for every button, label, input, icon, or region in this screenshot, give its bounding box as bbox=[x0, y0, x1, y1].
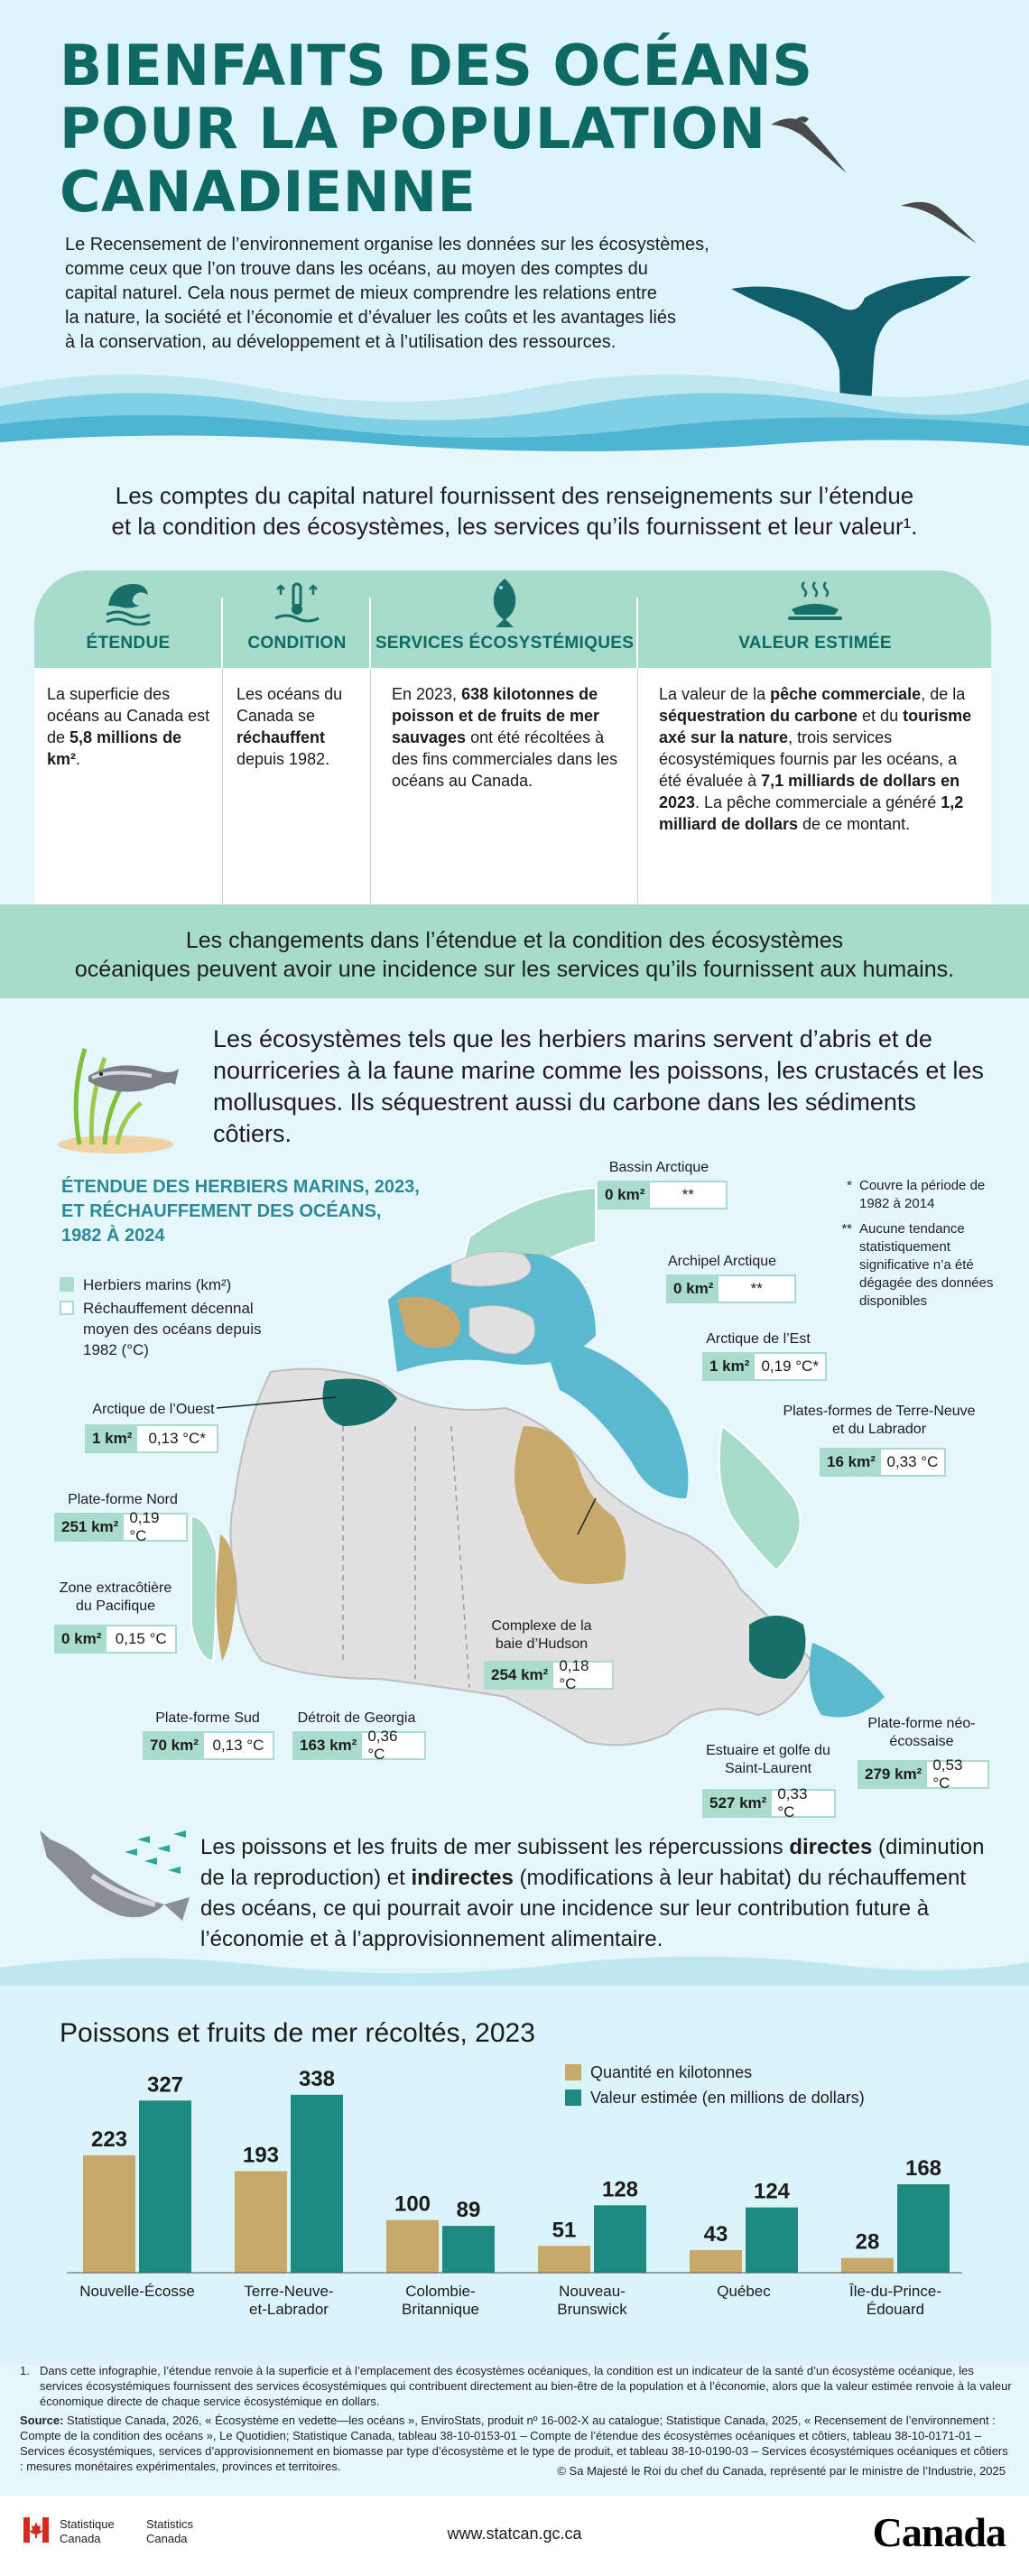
bar-value-label: 89 bbox=[456, 2198, 481, 2223]
region-value-box: 163 km² 0,36 °C bbox=[292, 1731, 426, 1760]
footnote-item: 1. Dans cette infographie, l’étendue renvoie à la superficie et à l’emplacement des écosystèmes océaniques, la condition est un indicateur de la santé d’un écosystème océanique, les services écosystémiques fournissent des services écosystémiques qui contribuent directement au bien-être de la population et à l’économie, alors que la valeur estimée renvoie à la valeur économique directe de chaque service écosystémique en dollars. bbox=[20, 2364, 1012, 2408]
dish-icon bbox=[639, 570, 991, 634]
column-heading-services: SERVICES ÉCOSYSTÉMIQUES bbox=[375, 634, 635, 653]
region-label: Archipel Arctique bbox=[667, 1254, 777, 1269]
capital-accounts-table bbox=[34, 570, 991, 904]
bar-value-label: 51 bbox=[552, 2218, 577, 2243]
map-note: * Couvre la période de 1982 à 2014 bbox=[847, 1178, 986, 1211]
column-heading-value: VALEUR ESTIMÉE bbox=[738, 634, 892, 653]
region-label: Plates-formes de Terre-Neuve et du Labrador bbox=[783, 1404, 976, 1437]
bar bbox=[139, 2100, 191, 2273]
region-value-box: 279 km² 0,53 °C bbox=[858, 1760, 989, 1789]
column-text-condition: Les océans du Canada se réchauffent depuis 1982. bbox=[236, 685, 343, 768]
legend-swatch bbox=[60, 1277, 74, 1292]
agency-name-fr: Statistique Canada bbox=[60, 2517, 115, 2545]
column-text-value: La valeur de la pêche commerciale, de la séquestration du carbone et du tourisme axé sur la nature, trois services écosystémiques fournis par les océans, a été évaluée à 7,1 milliards de dollars en 2023. La pêche commerciale a généré 1,2 milliard de dollars de ce montant. bbox=[659, 685, 972, 833]
bar-value-label: 100 bbox=[394, 2191, 431, 2217]
map-notes bbox=[832, 1177, 1004, 1318]
bar-value-label: 338 bbox=[298, 2067, 336, 2091]
header bbox=[0, 0, 1029, 469]
bar bbox=[690, 2250, 742, 2273]
region-value-box: 16 km² 0,33 °C bbox=[820, 1448, 946, 1477]
bird-icon bbox=[769, 107, 850, 179]
legend-swatch bbox=[60, 1301, 74, 1315]
region-label: Zone extracôtière du Pacifique bbox=[59, 1580, 172, 1614]
region-label: Détroit de Georgia bbox=[297, 1710, 416, 1726]
region-value-box: 527 km² 0,33 °C bbox=[702, 1789, 836, 1818]
divider bbox=[222, 668, 223, 904]
region-label: Bassin Arctique bbox=[608, 1160, 709, 1175]
region-value-box: 1 km² 0,19 °C* bbox=[702, 1352, 827, 1381]
bar bbox=[83, 2155, 135, 2273]
canada-wordmark: Canada bbox=[872, 2509, 1006, 2555]
bar-value-label: 223 bbox=[90, 2127, 128, 2152]
source-note: Source: Statistique Canada, 2026, « Écosystème en vedette—les océans », EnviroStats, produit nº 16-002-X au catalogue; Statistique Canada, 2025, « Recensement de l’environnement : Compte de la condition des océans », Le Quotidien; Statistique Canada, tableau 38-10-0153-01 – Compte de l’étendue des écosystèmes océaniques et côtiers, tableau 38-10-0171-01 – Services écosystémiques, services d’approvisionnement en biomasse par type d’écosystème et le type de produit, et tableau 38-10-0190-03 – Services écosystémiques océaniques et côtiers : mesures monétaires expérimentales, provinces et territoires. bbox=[20, 2414, 1008, 2473]
capital-lead-text: Les comptes du capital naturel fournissent des renseignements sur l’étendue et la condition des écosystèmes, les services qu’ils fournissent et leur valeur¹. bbox=[111, 482, 918, 540]
copyright: © Sa Majesté le Roi du chef du Canada, représenté par le ministre de l’Industrie, 2025 bbox=[557, 2464, 1006, 2478]
wave-decoration bbox=[0, 1950, 1029, 1986]
region-value-box: 0 km² ** bbox=[598, 1181, 728, 1209]
region-label: Plate-forme néo-écossaise bbox=[867, 1716, 976, 1749]
chart-title: Poissons et fruits de mer récoltés, 2023 bbox=[60, 2018, 535, 2048]
heat-icon bbox=[224, 570, 370, 634]
bar-value-label: 43 bbox=[703, 2221, 728, 2247]
bar bbox=[235, 2171, 287, 2273]
column-heading-condition: CONDITION bbox=[247, 634, 347, 653]
impact-banner: Les changements dans l’étendue et la condition des écosystèmes océaniques peuvent avoir une incidence sur les services qu’ils fournissent aux humains. bbox=[0, 904, 1029, 998]
region-value-box: 0 km² 0,15 °C bbox=[54, 1625, 177, 1654]
legend-item: Herbiers marins (km²) bbox=[60, 1274, 330, 1295]
bar-value-label: 124 bbox=[753, 2179, 791, 2204]
column-text-extent: La superficie des océans au Canada est de 5,8 millions de km². bbox=[47, 685, 210, 768]
region-value-box: 1 km² 0,13 °C* bbox=[85, 1424, 218, 1453]
column-extent bbox=[34, 570, 222, 904]
region-value-box: 254 km² 0,18 °C bbox=[484, 1661, 614, 1690]
chart-legend-item: Quantité en kilotonnes bbox=[565, 2062, 865, 2083]
website-link[interactable]: www.statcan.gc.ca bbox=[447, 2525, 582, 2543]
wave-icon bbox=[34, 570, 222, 634]
bar-chart bbox=[0, 2067, 1029, 2356]
bar-value-label: 193 bbox=[242, 2143, 280, 2168]
column-ecosystem-services bbox=[372, 570, 637, 904]
bar-value-label: 128 bbox=[601, 2177, 639, 2202]
column-text-services: En 2023, 638 kilotonnes de poisson et de fruits de mer sauvages ont été récoltées à des fins commerciales dans les océans au Canada. bbox=[392, 685, 618, 790]
bird-icon bbox=[899, 195, 980, 249]
x-tick-label: Britannique bbox=[401, 2301, 480, 2318]
x-tick-label: Île-du-Prince- bbox=[848, 2283, 942, 2300]
bar bbox=[538, 2246, 590, 2273]
map-note: ** Aucune tendance statistiquement significative n’a été dégagée des données disponibles bbox=[841, 1221, 994, 1309]
page-title: BIENFAITS DES OCÉANS POUR LA POPULATION CANADIENNE bbox=[60, 32, 813, 225]
bar bbox=[897, 2184, 950, 2273]
fish-icon bbox=[372, 570, 637, 634]
bar bbox=[746, 2208, 798, 2273]
x-tick-label: et-Labrador bbox=[249, 2301, 329, 2318]
map-legend bbox=[60, 1274, 330, 1363]
x-tick-label: Terre-Neuve- bbox=[244, 2283, 334, 2300]
bar bbox=[386, 2220, 439, 2273]
bar-value-label: 327 bbox=[146, 2072, 184, 2098]
column-estimated-value bbox=[639, 570, 991, 904]
bar bbox=[442, 2226, 495, 2273]
footer bbox=[0, 2496, 1029, 2576]
footnotes bbox=[20, 2363, 1013, 2474]
region-value-box: 70 km² 0,13 °C bbox=[143, 1731, 274, 1760]
bar-value-label: 168 bbox=[904, 2156, 942, 2181]
bar-value-label: 28 bbox=[855, 2229, 880, 2255]
region-value-box: 251 km² 0,19 °C bbox=[54, 1513, 188, 1542]
divider bbox=[637, 668, 638, 904]
x-tick-label: Édouard bbox=[866, 2301, 925, 2318]
seagrass-lead-text: Les écosystèmes tels que les herbiers marins servent d’abris et de nourriceries à la faune marine comme les poissons, les crustacés et les mollusques. Ils séquestrent aussi du carbone dans les sédiments côtiers. bbox=[213, 1025, 984, 1147]
bar bbox=[594, 2205, 646, 2273]
x-tick-label: Nouveau- bbox=[559, 2283, 626, 2300]
divider bbox=[370, 668, 371, 904]
seagrass-fish-illustration bbox=[52, 1013, 188, 1157]
x-tick-label: Nouvelle-Écosse bbox=[79, 2283, 195, 2300]
chart-legend-item: Valeur estimée (en millions de dollars) bbox=[565, 2087, 865, 2108]
legend-item: Réchauffement décennal moyen des océans depuis 1982 (°C) bbox=[60, 1298, 330, 1360]
bar bbox=[291, 2095, 343, 2273]
fish-impact-text: Les poissons et les fruits de mer subissent les répercussions directes (diminution de la reproduction) et indirectes (modifications à leur habitat) du réchauffement des océans, ce qui pourrait avoir une incidence sur leur contribution future à l’économie et à l’approvisionnement alimentaire. bbox=[200, 1835, 985, 1951]
wave-decoration bbox=[0, 352, 1029, 469]
column-heading-extent: ÉTENDUE bbox=[86, 634, 171, 653]
region-value-box: 0 km² ** bbox=[666, 1274, 796, 1303]
fish-school-illustration bbox=[38, 1821, 191, 1930]
map-title: ÉTENDUE DES HERBIERS MARINS, 2023, ET RÉCHAUFFEMENT DES OCÉANS, 1982 À 2024 bbox=[61, 1177, 420, 1246]
x-tick-label: Colombie- bbox=[405, 2283, 476, 2300]
region-label: Arctique de l’Ouest bbox=[92, 1402, 215, 1417]
agency-name-en: Statistics Canada bbox=[146, 2517, 194, 2545]
region-label: Estuaire et golfe du Saint-Laurent bbox=[706, 1743, 830, 1776]
intro-text: Le Recensement de l’environnement organise les données sur les écosystèmes, comme ceux que l’on trouve dans les océans, au moyen des comptes du capital naturel. Cela nous permet de mieux comprendre les relations entre la nature, la société et l’économie et d’évaluer les coûts et les avantages liés à la conservation, au développement et à l’utilisation des ressources. bbox=[65, 235, 709, 352]
x-tick-label: Brunswick bbox=[557, 2301, 627, 2318]
column-condition bbox=[224, 570, 370, 904]
region-label: Complexe de la baie d’Hudson bbox=[491, 1618, 592, 1652]
region-label: Plate-forme Sud bbox=[155, 1710, 260, 1726]
x-tick-label: Québec bbox=[717, 2283, 771, 2300]
region-label: Arctique de l’Est bbox=[706, 1331, 811, 1347]
bar bbox=[841, 2258, 894, 2273]
region-label: Plate-forme Nord bbox=[68, 1492, 178, 1507]
